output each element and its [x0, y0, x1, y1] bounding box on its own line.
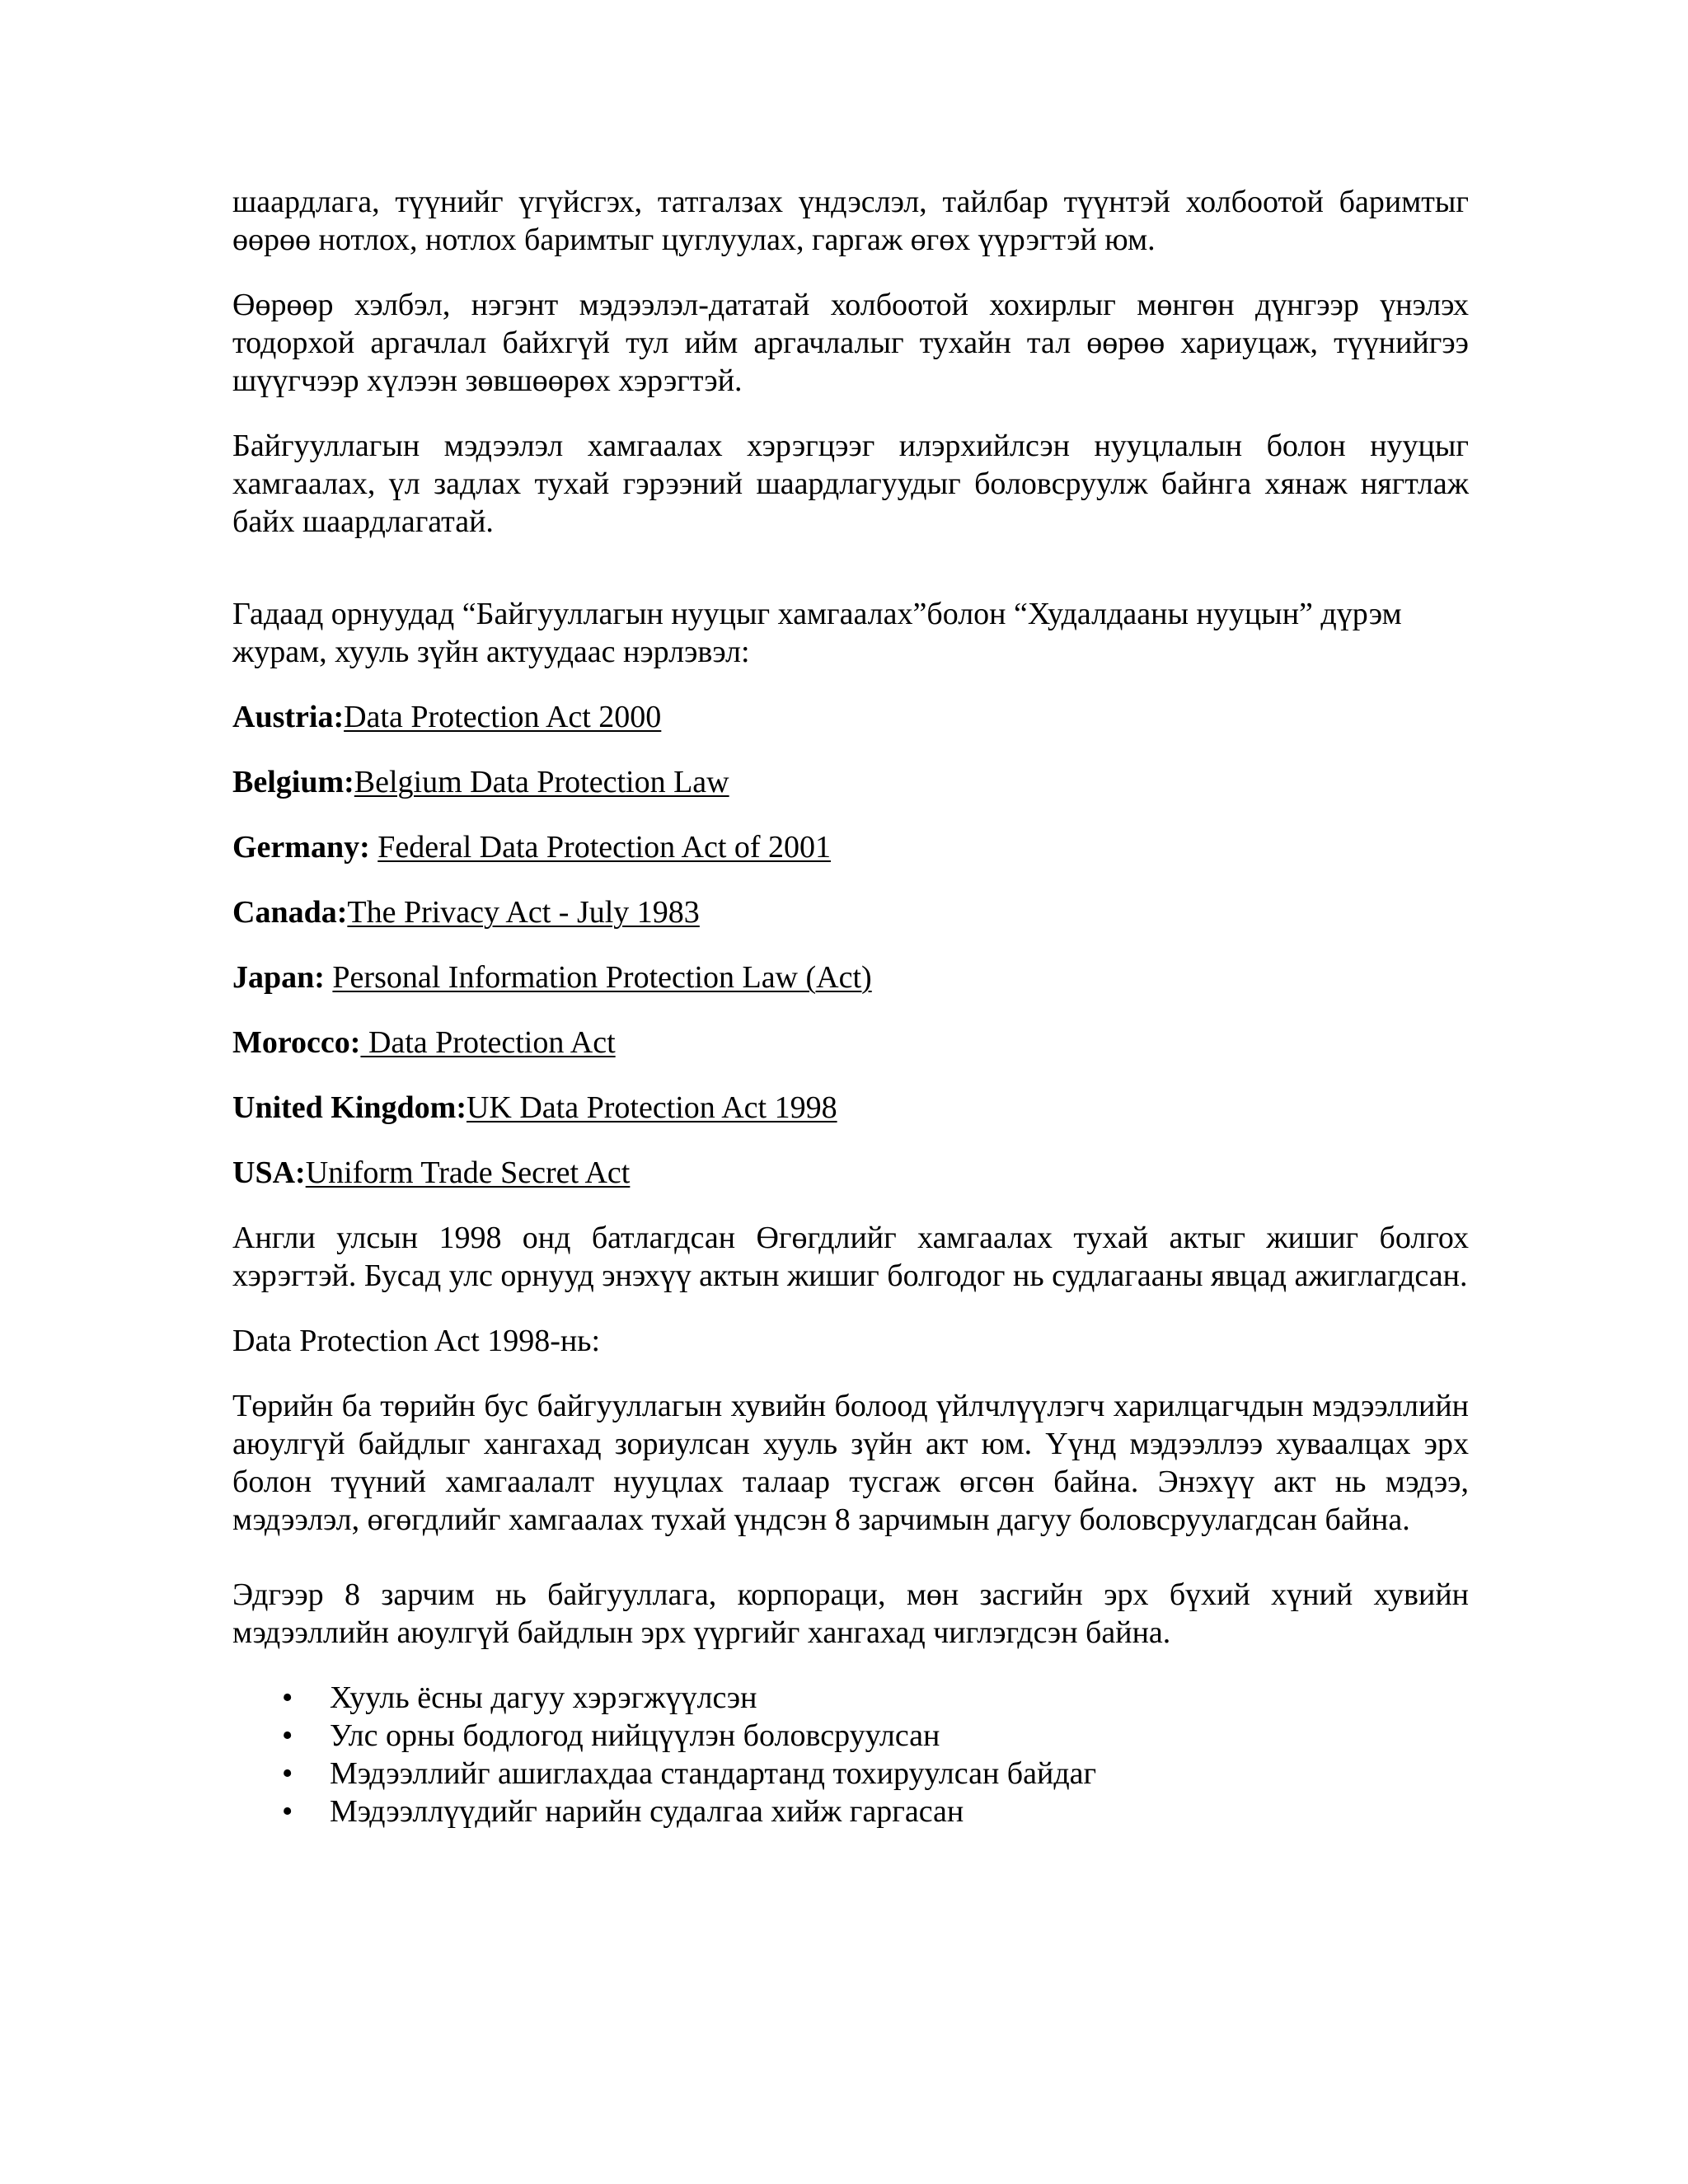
paragraph-obligations: шаардлага, түүнийг үгүйсгэх, татгалзах үндэслэл, тайлбар түүнтэй холбоотой баримтыг өөрөө нотлох, нотлох баримтыг цуглуулах, гаргаж өгөх үүрэгтэй юм.: [232, 185, 1469, 257]
law-link[interactable]: The Privacy Act - July 1983: [347, 895, 700, 930]
law-country: Japan:: [232, 960, 325, 995]
law-item-austria: [232, 698, 1469, 736]
law-country: United Kingdom:: [232, 1090, 467, 1125]
list-item: • Хууль ёсны дагуу хэрэгжүүлсэн: [282, 1680, 757, 1715]
law-list: [232, 698, 1469, 1192]
law-country: Austria:: [232, 700, 345, 734]
law-item-canada: [232, 893, 1469, 931]
bullet-icon: •: [282, 1718, 293, 1753]
law-link[interactable]: Uniform Trade Secret Act: [305, 1155, 631, 1190]
law-item-usa: [232, 1154, 1469, 1192]
law-item-belgium: [232, 763, 1469, 801]
document-page: [232, 183, 1469, 1830]
law-country: Germany:: [232, 830, 370, 865]
list-item: • Улс орны бодлогод нийцүүлэн боловсруулсан: [282, 1718, 940, 1753]
law-link[interactable]: Data Protection Act 2000: [344, 700, 662, 734]
paragraph-foreign-laws-intro: Гадаад орнуудад “Байгууллагын нууцыг хамгаалах”болон “Худалдааны нууцын” дүрэм журам, хууль зүйн актуудаас нэрлэвэл:: [232, 597, 1402, 669]
law-country: Morocco:: [232, 1025, 361, 1060]
law-country: Canada:: [232, 895, 348, 930]
law-link[interactable]: UK Data Protection Act 1998: [466, 1090, 837, 1125]
law-item-united-kingdom: [232, 1089, 1469, 1127]
list-item: • Мэдээллүүдийг нарийн судалгаа хийж гаргасан: [282, 1794, 964, 1829]
law-link[interactable]: Data Protection Act: [360, 1025, 616, 1060]
paragraph-confidentiality-requirements: Байгууллагын мэдээлэл хамгаалах хэрэгцээг илэрхийлсэн нууцлалын болон нууцыг хамгаалах, үл задлах тухай гэрээний шаардлагуудыг боловсруулж байнга хянаж нягтлаж байх шаардлагатай.: [232, 429, 1469, 539]
law-item-japan: [232, 958, 1469, 996]
law-country: Belgium:: [232, 765, 354, 799]
law-link[interactable]: Federal Data Protection Act of 2001: [377, 830, 832, 865]
bullet-icon: •: [282, 1794, 293, 1829]
paragraph-eight-principles: Эдгээр 8 зарчим нь байгууллага, корпораци, мөн засгийн эрх бүхий хүний хувийн мэдээллийн аюулгүй байдлын эрх үүргийг хангахад чиглэгдсэн байна.: [232, 1577, 1469, 1650]
principles-bullet-list: [232, 1679, 1469, 1830]
list-item: • Мэдээллийг ашиглахдаа стандартанд тохируулсан байдаг: [282, 1756, 1097, 1791]
paragraph-damage-valuation: Өөрөөр хэлбэл, нэгэнт мэдээлэл-дататай холбоотой хохирлыг мөнгөн дүнгээр үнэлэх тодорхой аргачлал байхгүй тул ийм аргачлалыг тухайн тал өөрөө хариуцаж, түүнийгээ шүүгчээр хүлээн зөвшөөрөх хэрэгтэй.: [232, 288, 1469, 398]
bullet-icon: •: [282, 1756, 293, 1791]
law-link[interactable]: Personal Information Protection Law (Act): [332, 960, 872, 995]
law-item-morocco: [232, 1024, 1469, 1062]
law-item-germany: [232, 828, 1469, 866]
paragraph-dpa-1998-heading: Data Protection Act 1998-нь:: [232, 1324, 601, 1358]
law-country: USA:: [232, 1155, 306, 1190]
law-link[interactable]: Belgium Data Protection Law: [354, 765, 729, 799]
paragraph-uk-act-benchmark: Англи улсын 1998 онд батлагдсан Өгөгдлийг хамгаалах тухай актыг жишиг болгох хэрэгтэй. Бусад улс орнууд энэхүү актын жишиг болгодог нь судлагааны явцад ажиглагдсан.: [232, 1221, 1469, 1293]
bullet-icon: •: [282, 1680, 293, 1715]
paragraph-dpa-description: Төрийн ба төрийн бус байгууллагын хувийн болоод үйлчлүүлэгч харилцагчдын мэдээллийн аюулгүй байдлыг хангахад зориулсан хууль зүйн акт юм. Үүнд мэдээллээ хуваалцах эрх болон түүний хамгаалалт нууцлах талаар тусгаж өгсөн байна. Энэхүү акт нь мэдээ, мэдээлэл, өгөгдлийг хамгаалах тухай үндсэн 8 зарчимын дагуу боловсруулагдсан байна.: [232, 1389, 1469, 1537]
